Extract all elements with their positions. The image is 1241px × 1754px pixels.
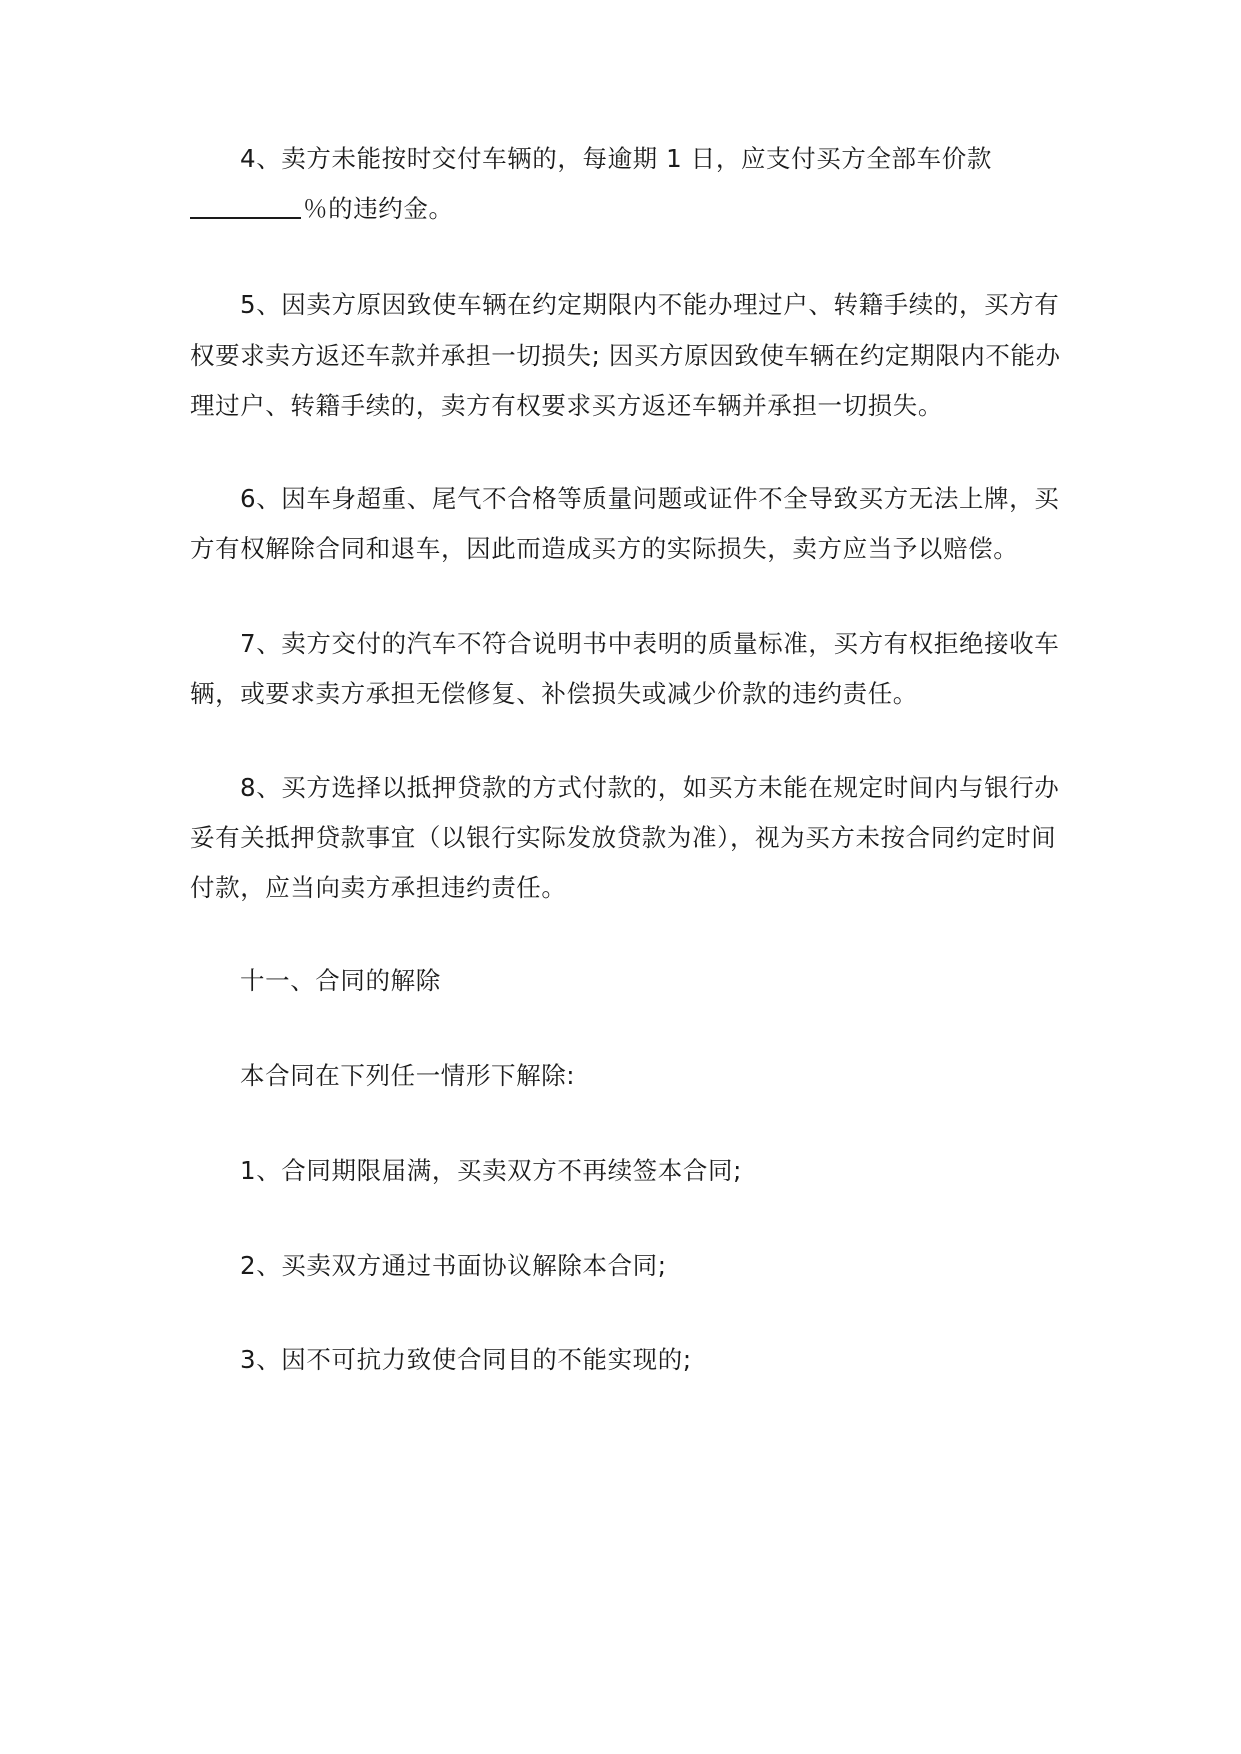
clause-8-line-1: 8、买方选择以抵押贷款的方式付款的，如买方未能在规定时间内与银行办 — [240, 773, 1060, 802]
clause-6-line-1: 6、因车身超重、尾气不合格等质量问题或证件不全导致买方无法上牌，买 — [240, 484, 1060, 513]
clause-5-line-2: 权要求卖方返还车款并承担一切损失; 因买方原因致使车辆在约定期限内不能办 — [190, 341, 1061, 370]
clause-4-line-2 — [190, 192, 1070, 226]
clause-7-line-2: 辆，或要求卖方承担无偿修复、补偿损失或减少价款的违约责任。 — [190, 679, 918, 708]
clause-5-line-1: 5、因卖方原因致使车辆在约定期限内不能办理过户、转籍手续的，买方有 — [240, 290, 1060, 319]
termination-item-2: 2、买卖双方通过书面协议解除本合同; — [240, 1251, 667, 1280]
termination-item-1: 1、合同期限届满，买卖双方不再续签本合同; — [240, 1156, 742, 1185]
clause-8-line-2: 妥有关抵押贷款事宜（以银行实际发放贷款为准），视为买方未按合同约定时间 — [190, 823, 1057, 852]
termination-item-3: 3、因不可抗力致使合同目的不能实现的; — [240, 1345, 692, 1374]
clause-6-line-2: 方有权解除合同和退车，因此而造成买方的实际损失，卖方应当予以赔偿。 — [190, 534, 1019, 563]
clause-8-line-3: 付款，应当向卖方承担违约责任。 — [190, 873, 567, 902]
clause-5-line-3: 理过户、转籍手续的，卖方有权要求买方返还车辆并承担一切损失。 — [190, 391, 943, 420]
clause-7-line-1: 7、卖方交付的汽车不符合说明书中表明的质量标准，买方有权拒绝接收车 — [240, 629, 1060, 658]
fill-in-blank — [190, 193, 301, 219]
section-heading: 十一、合同的解除 — [240, 966, 441, 995]
clause-4-line-1: 4、卖方未能按时交付车辆的，每逾期 1 日，应支付买方全部车价款 — [240, 144, 992, 173]
clause-4-suffix: ％的违约金。 — [303, 194, 454, 223]
section-intro: 本合同在下列任一情形下解除: — [240, 1061, 576, 1090]
